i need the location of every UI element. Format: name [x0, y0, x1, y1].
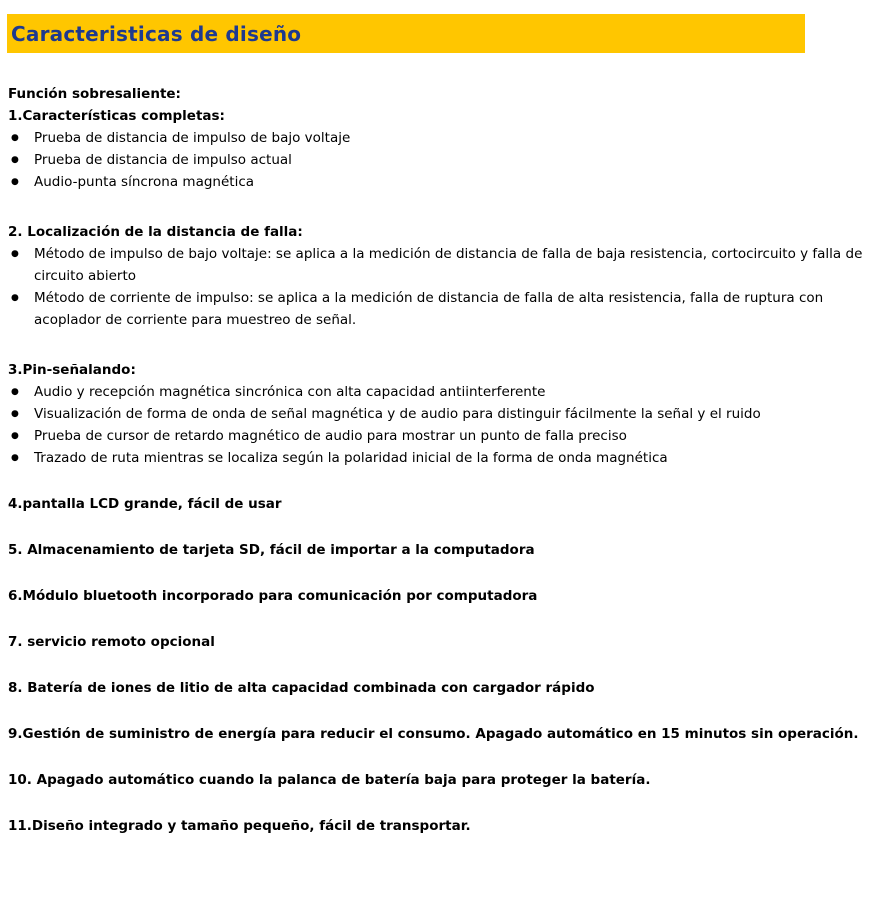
section-heading-pinpointing: 3.Pin-señalando:: [8, 362, 136, 378]
list-item: [8, 403, 863, 425]
page: [0, 14, 891, 924]
list-item: [8, 243, 863, 287]
bullet-text: Audio y recepción magnética sincrónica con alta capacidad antiinterferente: [34, 384, 546, 400]
numbered-paragraph-5: 5. Almacenamiento de tarjeta SD, fácil de importar a la computadora: [8, 542, 535, 558]
page-title: Caracteristicas de diseño: [11, 21, 302, 46]
list-item: [8, 171, 863, 193]
bullet-icon: ●: [11, 453, 19, 463]
bullet-text: Prueba de distancia de impulso actual: [34, 152, 292, 168]
numbered-paragraph-11: 11.Diseño integrado y tamaño pequeño, fácil de transportar.: [8, 818, 471, 834]
numbered-paragraph-4: 4.pantalla LCD grande, fácil de usar: [8, 496, 282, 512]
bullet-icon: ●: [11, 409, 19, 419]
list-item: [8, 425, 863, 447]
section-heading-outstanding-function: Función sobresaliente:: [8, 86, 181, 102]
list-item: [8, 287, 863, 331]
bullet-icon: ●: [11, 387, 19, 397]
list-item: [8, 127, 863, 149]
bullet-text: Método de corriente de impulso: se aplica a la medición de distancia de falla de alta resistencia, falla de ruptura con acoplador de corriente para muestreo de señal.: [34, 290, 824, 328]
bullet-icon: ●: [11, 431, 19, 441]
numbered-paragraph-8: 8. Batería de iones de litio de alta capacidad combinada con cargador rápido: [8, 680, 595, 696]
bullet-list-fault-distance: [8, 243, 863, 331]
bullet-list-pinpointing: [8, 381, 863, 469]
numbered-paragraph-10: 10. Apagado automático cuando la palanca de batería baja para proteger la batería.: [8, 772, 651, 788]
bullet-icon: ●: [11, 293, 19, 303]
bullet-text: Prueba de cursor de retardo magnético de audio para mostrar un punto de falla preciso: [34, 428, 627, 444]
bullet-text: Audio-punta síncrona magnética: [34, 174, 255, 190]
bullet-text: Método de impulso de bajo voltaje: se aplica a la medición de distancia de falla de baja resistencia, cortocircuito y falla de circuito abierto: [34, 246, 863, 284]
section-heading-fault-distance: 2. Localización de la distancia de falla:: [8, 224, 303, 240]
bullet-icon: ●: [11, 133, 19, 143]
numbered-paragraph-9: 9.Gestión de suministro de energía para reducir el consumo. Apagado automático en 15 minutos sin operación.: [8, 726, 859, 742]
list-item: [8, 447, 863, 469]
title-banner: [7, 14, 805, 53]
bullet-text: Visualización de forma de onda de señal magnética y de audio para distinguir fácilmente la señal y el ruido: [34, 406, 761, 422]
document-body: [0, 53, 891, 837]
bullet-text: Prueba de distancia de impulso de bajo voltaje: [34, 130, 351, 146]
bullet-icon: ●: [11, 249, 19, 259]
list-item: [8, 381, 863, 403]
bullet-icon: ●: [11, 155, 19, 165]
bullet-list-complete-features: [8, 127, 863, 193]
numbered-paragraph-7: 7. servicio remoto opcional: [8, 634, 215, 650]
list-item: [8, 149, 863, 171]
section-heading-complete-features: 1.Características completas:: [8, 108, 225, 124]
bullet-text: Trazado de ruta mientras se localiza según la polaridad inicial de la forma de onda magnética: [34, 450, 668, 466]
numbered-paragraph-6: 6.Módulo bluetooth incorporado para comunicación por computadora: [8, 588, 538, 604]
bullet-icon: ●: [11, 177, 19, 187]
